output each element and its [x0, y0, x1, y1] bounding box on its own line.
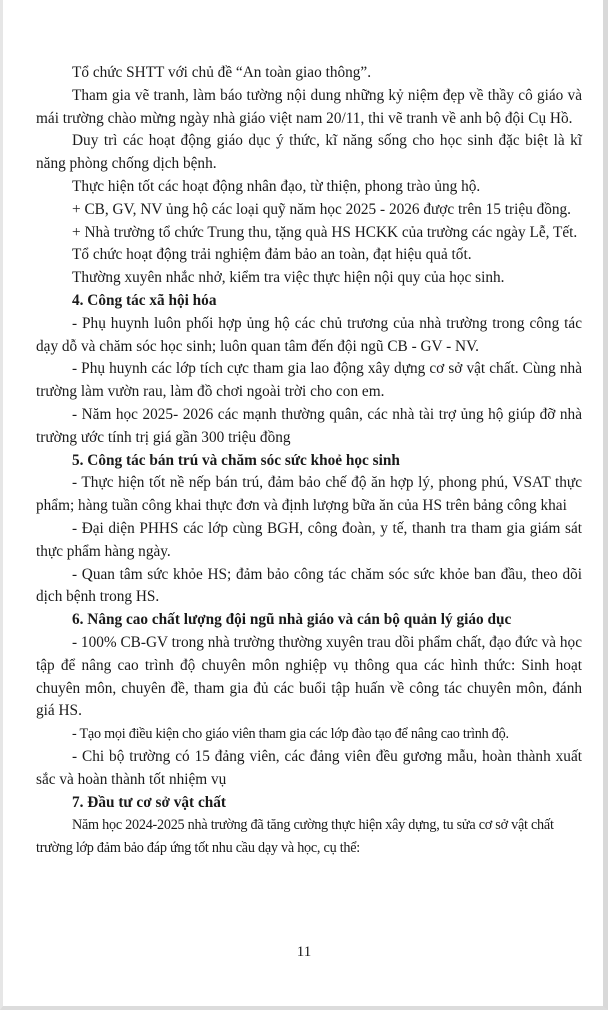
paragraph: Tham gia vẽ tranh, làm báo tường nội dung những kỷ niệm đẹp về thầy cô giáo và mái trường chào mừng ngày nhà giáo việt nam 20/11, thi vẽ tranh về anh bộ đội Cụ Hồ.: [36, 86, 582, 127]
paragraph: Thực hiện tốt các hoạt động nhân đạo, từ thiện, phong trào ủng hộ.: [72, 177, 481, 195]
paragraph: Thường xuyên nhắc nhở, kiểm tra việc thực hiện nội quy của học sinh.: [72, 269, 505, 287]
paragraph: + CB, GV, NV ủng hộ các loại quỹ năm học 2025 - 2026 được trên 15 triệu đồng.: [72, 200, 572, 218]
paragraph: Năm học 2024-2025 nhà trường đã tăng cường thực hiện xây dựng, tu sửa cơ sở vật chất trường lớp đảm bảo đáp ứng tốt nhu cầu dạy và học, cụ thể:: [36, 817, 554, 857]
paragraph: - Tạo mọi điều kiện cho giáo viên tham gia các lớp đào tạo để nâng cao trình độ.: [72, 726, 509, 743]
paragraph: - Quan tâm sức khỏe HS; đảm bảo công tác chăm sóc sức khỏe ban đầu, theo dõi dịch bệnh trong HS.: [36, 565, 582, 606]
paragraph: - Đại diện PHHS các lớp cùng BGH, công đoàn, y tế, thanh tra tham gia giám sát thực phẩm hàng ngày.: [36, 519, 582, 560]
paragraph: - Phụ huynh luôn phối hợp ủng hộ các chủ trương của nhà trường trong công tác dạy dỗ và chăm sóc học sinh; luôn quan tâm đến đội ngũ CB - GV - NV.: [36, 314, 582, 355]
section-heading-staff: 6. Nâng cao chất lượng đội ngũ nhà giáo và cán bộ quản lý giáo dục: [72, 611, 512, 629]
page-number: 11: [296, 944, 312, 960]
paragraph: - Phụ huynh các lớp tích cực tham gia lao động xây dựng cơ sở vật chất. Cùng nhà trường làm vườn rau, làm đồ chơi ngoài trời cho con em.: [36, 360, 582, 401]
paragraph: + Nhà trường tổ chức Trung thu, tặng quà HS HCKK của trường các ngày Lễ, Tết.: [72, 223, 578, 241]
paragraph: Tổ chức hoạt động trải nghiệm đảm bảo an toàn, đạt hiệu quả tốt.: [72, 246, 472, 264]
section-heading-boarding: 5. Công tác bán trú và chăm sóc sức khoẻ học sinh: [72, 451, 400, 469]
paragraph: - Năm học 2025- 2026 các mạnh thường quân, các nhà tài trợ ủng hộ giúp đỡ nhà trường ước tính trị giá gần 300 triệu đồng: [36, 405, 582, 446]
paragraph: Tổ chức SHTT với chủ đề “An toàn giao thông”.: [72, 64, 372, 81]
paragraph: - Thực hiện tốt nề nếp bán trú, đảm bảo chế độ ăn hợp lý, phong phú, VSAT thực phẩm; hàng tuần công khai thực đơn và định lượng bữa ăn của HS trên bảng công khai: [36, 474, 582, 515]
section-heading-social: 4. Công tác xã hội hóa: [72, 291, 217, 309]
section-heading-facilities: 7. Đầu tư cơ sở vật chất: [72, 793, 227, 811]
paragraph: - 100% CB-GV trong nhà trường thường xuyên trau dồi phẩm chất, đạo đức và học tập để nâng cao trình độ chuyên môn nghiệp vụ thông qua các hình thức: Sinh hoạt chuyên môn, chuyên đề, tham gia đủ các buổi tập huấn về công tác chuyên môn, đánh giá HS.: [36, 633, 582, 720]
paragraph: - Chi bộ trường có 15 đảng viên, các đảng viên đều gương mẫu, hoàn thành xuất sắc và hoàn thành tốt nhiệm vụ: [36, 747, 582, 788]
paragraph: Duy trì các hoạt động giáo dục ý thức, kĩ năng sống cho học sinh đặc biệt là kĩ năng phòng chống dịch bệnh.: [36, 132, 582, 173]
document-body: [36, 62, 582, 860]
